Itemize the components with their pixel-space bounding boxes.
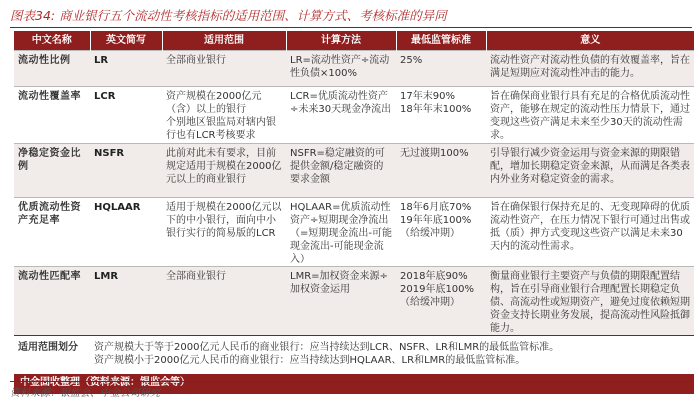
table-row-lcr — [14, 87, 694, 144]
figure-title: 图表34: 商业银行五个流动性考核指标的适用范围、计算方式、考核标准的异同 — [10, 8, 447, 23]
cell-method: NSFR=稳定融资的可提供金额/稳定融资的要求金额 — [286, 144, 396, 198]
table-row-hqlaar — [14, 198, 694, 267]
scope-note-small-banks: 资产规模小于2000亿元人民币的商业银行：应当持续达到HQLAAR、LR和LMR的最低监管标准。 — [94, 355, 526, 366]
scope-note-large-banks: 资产规模大于等于2000亿元人民币的商业银行：应当持续达到LCR、NSFR、LR和LMR的最低监管标准。 — [94, 342, 560, 353]
cell-meaning: 衡量商业银行主要资产与负债的期限配置结构，旨在引导商业银行合理配置长期稳定负债、高流动性或短期资产，避免过度依赖短期资金支持长期业务发展，提高流动性风险抵御能力。 — [486, 267, 694, 336]
header-method: 计算方法 — [286, 31, 396, 51]
table-row-lmr — [14, 267, 694, 336]
header-standard: 最低监管标准 — [396, 31, 486, 51]
cell-name: 流动性比例 — [14, 51, 90, 87]
compiled-by-label: 中金固收整理（资料来源：银监会等） — [14, 374, 694, 394]
cell-abbr: NSFR — [90, 144, 162, 198]
cell-name: 流动性匹配率 — [14, 267, 90, 336]
header-chinese-name: 中文名称 — [14, 31, 90, 51]
header-meaning: 意义 — [486, 31, 694, 51]
cell-scope: 此前对此未有要求，目前规定适用于规模在2000亿元以上的商业银行 — [162, 144, 286, 198]
table-row-nsfr — [14, 144, 694, 198]
comparison-table — [14, 31, 694, 394]
header-english-abbr: 英文简写 — [90, 31, 162, 51]
cell-meaning: 引导银行减少资金运用与资金来源的期限错配，增加长期稳定资金来源，从而满足各类表内外业务对稳定资金的需求。 — [486, 144, 694, 198]
cell-meaning: 旨在确保银行保持充足的、无变现障碍的优质流动性资产，在压力情况下银行可通过出售或抵（质）押方式变现这些资产以满足未来30天内的流动性需求。 — [486, 198, 694, 267]
cell-standard: 18年6月底70% 19年年底100% （给缓冲期） — [396, 198, 486, 267]
cell-abbr: LR — [90, 51, 162, 87]
scope-notes-label: 适用范围划分 — [14, 336, 90, 375]
cell-name: 净稳定资金比例 — [14, 144, 90, 198]
cell-abbr: LCR — [90, 87, 162, 144]
cell-method: LR=流动性资产÷流动性负债×100% — [286, 51, 396, 87]
table-header-row — [14, 31, 694, 51]
table-row-lr — [14, 51, 694, 87]
cell-standard: 无过渡期100% — [396, 144, 486, 198]
cell-name: 流动性覆盖率 — [14, 87, 90, 144]
title-divider — [10, 27, 692, 28]
cell-meaning: 流动性资产对流动性负债的有效覆盖率，旨在满足短期应对流动性冲击的能力。 — [486, 51, 694, 87]
cell-method: HQLAAR=优质流动性资产÷短期现金净流出（=短期现金流出-可能现金流出-可能现金流入） — [286, 198, 396, 267]
cell-standard: 17年末90% 18年年末100% — [396, 87, 486, 144]
cell-scope: 全部商业银行 — [162, 51, 286, 87]
cell-method: LMR=加权资金来源÷加权资金运用 — [286, 267, 396, 336]
scope-notes-row — [14, 336, 694, 375]
cell-abbr: LMR — [90, 267, 162, 336]
source-note: 资料来源：银监会、中金公司研究 — [10, 388, 160, 399]
cell-standard: 2018年底90% 2019年底100% （给缓冲期） — [396, 267, 486, 336]
cell-standard: 25% — [396, 51, 486, 87]
cell-scope: 资产规模在2000亿元（含）以上的银行 个别地区银监局对辖内银行也有LCR考核要求 — [162, 87, 286, 144]
cell-abbr: HQLAAR — [90, 198, 162, 267]
scope-notes-text — [90, 336, 694, 375]
cell-scope: 全部商业银行 — [162, 267, 286, 336]
bottom-divider — [10, 381, 692, 382]
cell-scope: 适用于规模在2000亿元以下的中小银行，面向中小银行实行的简易版的LCR — [162, 198, 286, 267]
cell-meaning: 旨在确保商业银行具有充足的合格优质流动性资产，能够在规定的流动性压力情景下，通过变现这些资产满足未来至少30天的流动性需求。 — [486, 87, 694, 144]
header-scope: 适用范围 — [162, 31, 286, 51]
cell-name: 优质流动性资产充足率 — [14, 198, 90, 267]
cell-method: LCR=优质流动性资产÷未来30天现金净流出 — [286, 87, 396, 144]
